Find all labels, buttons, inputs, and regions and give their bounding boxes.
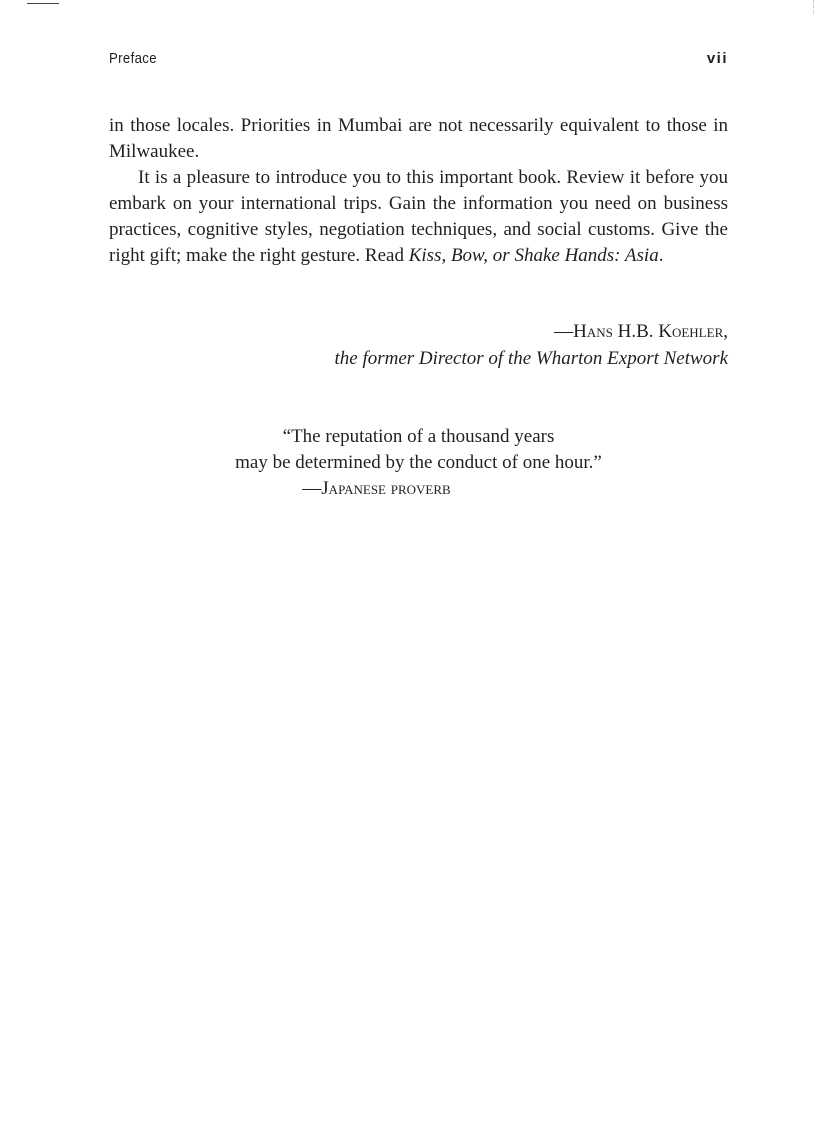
paragraph-text: It is a pleasure to introduce you to this important book. Review it before you embark on your international trips. Gain the information you need on business practices, cognitive styles, negotiation techniques, and social customs. Give the right gift; make the right gesture. Read [109, 167, 728, 266]
crop-mark [27, 3, 59, 4]
paragraph [109, 165, 728, 269]
attribution-text: Japanese proverb [321, 478, 451, 499]
signature-dash: — [554, 321, 574, 342]
epigraph-attribution [19, 476, 728, 502]
page-number: vii [706, 50, 728, 67]
signature-title: the former Director of the Wharton Export Network [334, 348, 728, 369]
paragraph-end: . [658, 245, 664, 266]
signature-name-line [109, 318, 728, 345]
epigraph-line: “The reputation of a thousand years [282, 426, 555, 447]
preface-signature [109, 318, 728, 372]
signature-name: Hans H.B. Koehler, [573, 321, 728, 342]
attribution-dash: — [302, 478, 322, 499]
crop-mark [813, 0, 814, 14]
running-head [109, 50, 728, 70]
epigraph [109, 424, 728, 502]
book-title: Kiss, Bow, or Shake Hands: Asia [408, 245, 659, 266]
body-text [109, 113, 728, 269]
running-head-section: Preface [109, 50, 157, 67]
paragraph-continued: in those locales. Priorities in Mumbai are not necessarily equivalent to those in Milwaukee. [109, 115, 728, 162]
epigraph-line: may be determined by the conduct of one hour.” [235, 452, 602, 473]
